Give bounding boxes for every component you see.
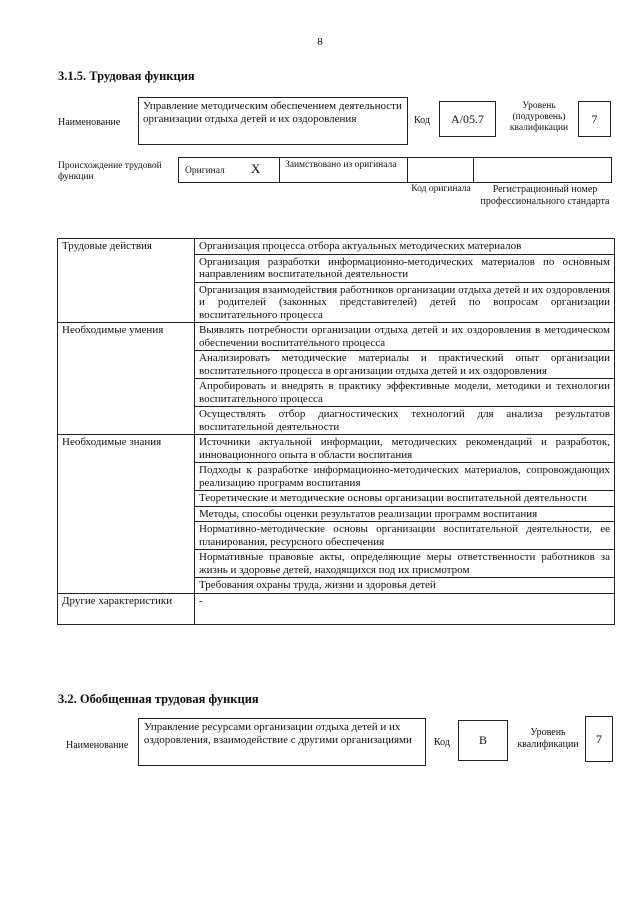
section-title-32: 3.2. Обобщенная трудовая функция	[58, 692, 259, 706]
general-level-value: 7	[596, 732, 602, 746]
name-label: Наименование	[58, 117, 121, 128]
general-code: В	[478, 733, 487, 747]
labor-action-item: Организация взаимодействия работников организации отдыха детей и их оздоровления и родителей (законных представителей) детей по вопросам организации воспитательного процесса	[195, 282, 615, 323]
table-row	[58, 593, 615, 624]
origin-divider-3	[473, 158, 474, 182]
knowledge-item: Методы, способы оценки результатов реализации программ воспитания	[195, 506, 615, 522]
table-row	[58, 407, 615, 435]
table-row	[58, 578, 615, 594]
function-code-box	[439, 101, 496, 137]
function-code: А/05.7	[451, 112, 484, 126]
table-row	[58, 491, 615, 507]
level-label: Уровень (подуровень) квалификации	[509, 101, 569, 133]
origin-box	[178, 157, 612, 183]
level-label-2: Уровень квалификации	[517, 727, 579, 750]
original-mark: X	[251, 161, 261, 176]
name-label-2: Наименование	[66, 740, 129, 751]
skill-item: Осуществлять отбор диагностических технологий для анализа результатов воспитательной деятельности	[195, 407, 615, 435]
table-row	[58, 522, 615, 550]
knowledge-item: Нормативные правовые акты, определяющие меры ответственности работников за жизнь и здоровье детей, находящихся под их присмотром	[195, 550, 615, 578]
origin-label: Происхождение трудовой функции	[58, 161, 162, 182]
level-value: 7	[591, 112, 598, 126]
general-code-box	[458, 720, 508, 761]
knowledge-item: Подходы к разработке информационно-методических материалов, сопровождающих реализацию программ воспитания	[195, 463, 615, 491]
knowledge-item: Нормативно-методические основы организации воспитательной деятельности, ее планирования, ресурсного обеспечения	[195, 522, 615, 550]
table-row	[58, 282, 615, 323]
table-row	[58, 323, 615, 351]
code-label: Код	[414, 115, 430, 126]
code-label-2: Код	[434, 737, 450, 748]
knowledge-item: Теоретические и методические основы организации воспитательной деятельности	[195, 491, 615, 507]
labor-action-item: Организация разработки информационно-методических материалов по основным направлениям воспитательной деятельности	[195, 254, 615, 282]
table-row	[58, 550, 615, 578]
level-box	[578, 101, 611, 137]
table-row	[58, 239, 615, 255]
origin-divider-1	[279, 158, 280, 182]
skills-label: Необходимые умения	[58, 323, 195, 351]
labor-action-item: Организация процесса отбора актуальных методических материалов	[195, 239, 615, 255]
general-function-name: Управление ресурсами организации отдыха детей и их оздоровления, взаимодействие с другими организациями	[144, 721, 412, 746]
skill-item: Выявлять потребности организации отдыха детей и их оздоровления в методическом обеспечении воспитательного процесса	[195, 323, 615, 351]
function-name-box	[138, 97, 408, 145]
other-label: Другие характеристики	[58, 593, 195, 624]
origin-divider-2	[407, 158, 408, 182]
section-title-315: 3.1.5. Трудовая функция	[58, 69, 195, 83]
skill-item: Анализировать методические материалы и практический опыт организации воспитательного процесса в организации отдыха детей и их оздоровления	[195, 351, 615, 379]
borrowed-label: Заимствовано из оригинала	[285, 160, 397, 170]
labor-function-table	[57, 238, 615, 625]
page-number: 8	[317, 36, 323, 48]
skill-item: Апробировать и внедрять в практику эффективные модели, методики и технологии воспитательного процесса	[195, 379, 615, 407]
table-row	[58, 463, 615, 491]
table-row	[58, 254, 615, 282]
general-function-name-box	[138, 718, 426, 766]
knowledge-item: Источники актуальной информации, методических рекомендаций и разработок, инновационного опыта в области воспитания	[195, 435, 615, 463]
other-value: -	[195, 593, 615, 624]
table-row	[58, 379, 615, 407]
knowledge-item: Требования охраны труда, жизни и здоровья детей	[195, 578, 615, 594]
table-row	[58, 351, 615, 379]
table-row	[58, 435, 615, 463]
labor-actions-label: Трудовые действия	[58, 239, 195, 255]
knowledge-label: Необходимые знания	[58, 435, 195, 463]
reg-number-label: Регистрационный номер профессионального стандарта	[480, 184, 610, 207]
table-row	[58, 506, 615, 522]
original-label: Оригинал	[185, 166, 225, 176]
code-original-label: Код оригинала	[411, 184, 471, 194]
function-name: Управление методическим обеспечением деятельности организации отдыха детей и их оздоровления	[143, 100, 402, 125]
general-level-box	[585, 716, 613, 762]
